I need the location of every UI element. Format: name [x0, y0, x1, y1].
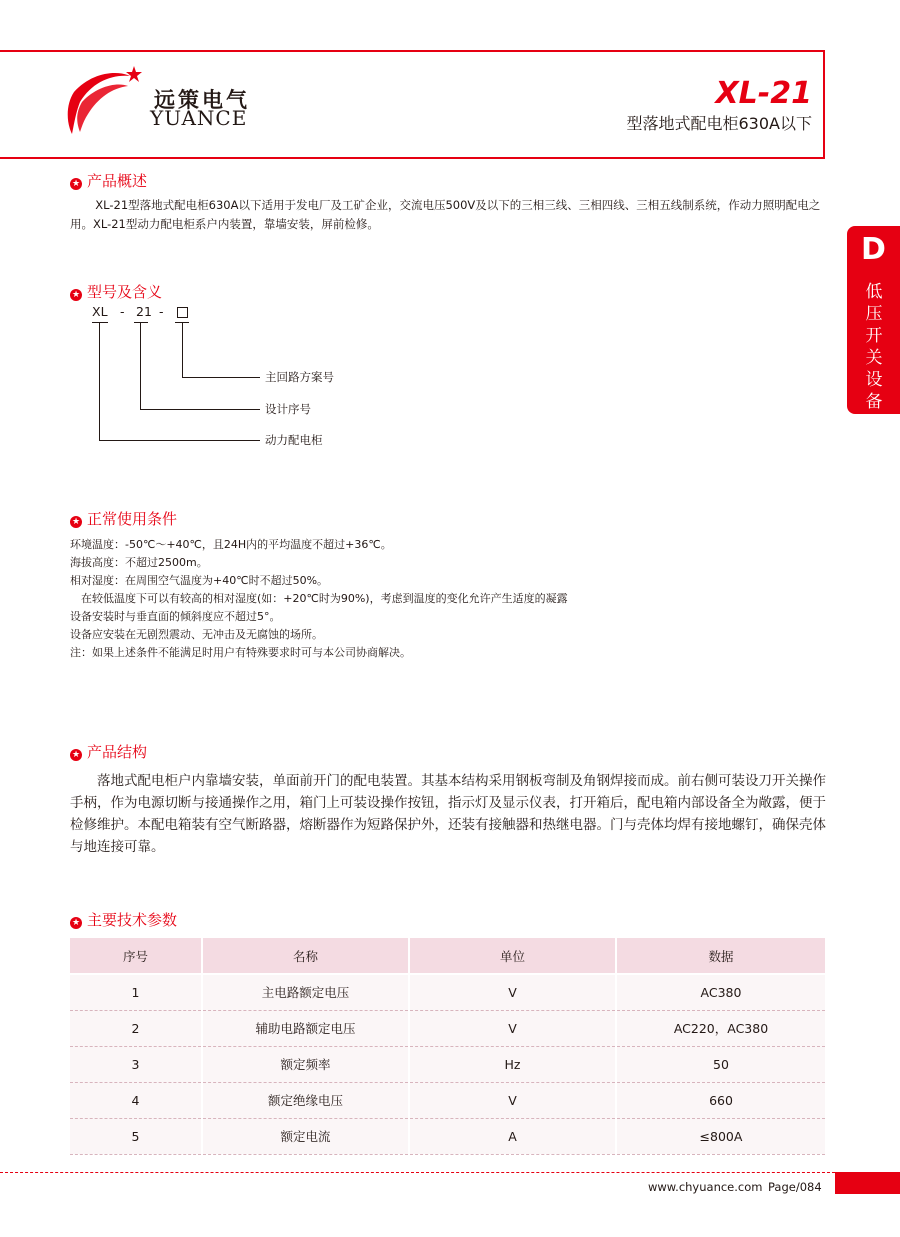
code-leader-line — [99, 440, 260, 441]
code-leader-line — [99, 322, 100, 440]
brand-name-en: YUANCE — [150, 106, 248, 130]
column-header: 单位 — [409, 938, 616, 974]
side-category-tab — [847, 226, 900, 414]
code-placeholder-box — [177, 307, 188, 318]
table-cell: 额定绝缘电压 — [202, 1082, 409, 1118]
code-leader-line — [182, 322, 183, 377]
table-cell: AC220，AC380 — [616, 1010, 825, 1046]
condition-line: 在较低温度下可以有较高的相对湿度(如：+20℃时为90%)，考虑到温度的变化允许产生适度的凝露 — [70, 592, 568, 605]
table-cell: 3 — [70, 1046, 202, 1082]
table-cell: Hz — [409, 1046, 616, 1082]
table-cell: 主电路额定电压 — [202, 974, 409, 1010]
structure-text: 落地式配电柜户内靠墙安装，单面前开门的配电装置。其基本结构采用钢板弯制及角钢焊接而成。前右侧可装设刀开关操作手柄，作为电源切断与接通操作之用，箱门上可装设操作按钮，指示灯及显示仪表，打开箱后，配电箱内部设备全为敞露，便于检修维护。本配电箱装有空气断路器，熔断器作为短路保护外，还装有接触器和热继电器。门与壳体均焊有接地螺钉，确保壳体与地连接可靠。 — [70, 773, 826, 855]
condition-line: 海拔高度：不超过2500m。 — [70, 556, 208, 569]
star-bullet-icon: ★ — [71, 918, 81, 928]
footer-url[interactable]: www.chyuance.com — [648, 1180, 763, 1194]
table-cell: 额定电流 — [202, 1118, 409, 1154]
side-tab-letter: D — [861, 232, 886, 267]
side-tab-text: 低压开关设备 — [865, 282, 883, 412]
footer-accent-bar — [835, 1172, 900, 1194]
table-cell: ≤800A — [616, 1118, 825, 1154]
code-part-design: 21 — [136, 304, 152, 319]
code-leader-line — [182, 377, 260, 378]
table-cell: V — [409, 974, 616, 1010]
table-row — [70, 1082, 825, 1118]
model-title: XL-21 — [715, 76, 812, 111]
tech-params-heading: ★ 主要技术参数 — [71, 911, 178, 929]
code-label-main-circuit: 主回路方案号 — [265, 370, 334, 384]
condition-line: 环境温度：-50℃～+40℃，且24H内的平均温度不超过+36℃。 — [70, 538, 392, 551]
table-cell: V — [409, 1010, 616, 1046]
code-underline — [92, 322, 108, 323]
code-part-dash: - — [159, 304, 164, 319]
overview-heading: ★ 产品概述 — [71, 172, 148, 190]
table-cell: 5 — [70, 1118, 202, 1154]
model-subtitle: 型落地式配电柜630A以下 — [626, 114, 812, 133]
code-leader-line — [140, 322, 141, 409]
brand-name-cn: 远策电气 — [154, 88, 250, 112]
overview-text: XL-21型落地式配电柜630A以下适用于发电厂及工矿企业，交流电压500V及以下的三相三线、三相四线、三相五线制系统，作动力照明配电之用。XL-21型动力配电柜系户内装置，靠墙安装，屏前检修。 — [70, 198, 821, 231]
model-code-diagram — [70, 302, 370, 452]
page-number: Page/084 — [768, 1180, 822, 1194]
star-bullet-icon: ★ — [71, 290, 81, 300]
table-header-row — [70, 938, 825, 974]
condition-line: 相对湿度：在周围空气温度为+40℃时不超过50%。 — [70, 574, 329, 587]
code-part-dash: - — [120, 304, 125, 319]
table-cell: 4 — [70, 1082, 202, 1118]
condition-line: 注：如果上述条件不能满足时用户有特殊要求时可与本公司协商解决。 — [70, 646, 411, 659]
code-label-design-no: 设计序号 — [265, 402, 311, 416]
condition-line: 设备安装时与垂直面的倾斜度应不超过5°。 — [70, 610, 281, 623]
table-row — [70, 1010, 825, 1046]
tech-params-table — [70, 938, 825, 1155]
table-cell: 辅助电路额定电压 — [202, 1010, 409, 1046]
table-cell: AC380 — [616, 974, 825, 1010]
brand-logo — [62, 62, 252, 142]
footer-rule — [0, 1172, 835, 1173]
table-cell: 额定频率 — [202, 1046, 409, 1082]
table-row — [70, 1118, 825, 1154]
table-row — [70, 974, 825, 1010]
table-cell: V — [409, 1082, 616, 1118]
code-part-series: XL — [92, 304, 108, 319]
star-bullet-icon: ★ — [71, 179, 81, 189]
swoosh-star-logo-icon — [62, 62, 152, 142]
table-cell: 50 — [616, 1046, 825, 1082]
column-header: 数据 — [616, 938, 825, 974]
table-cell: 1 — [70, 974, 202, 1010]
star-bullet-icon: ★ — [71, 750, 81, 760]
table-cell: 2 — [70, 1010, 202, 1046]
column-header: 序号 — [70, 938, 202, 974]
conditions-heading: ★ 正常使用条件 — [71, 510, 178, 528]
condition-line: 设备应安装在无剧烈震动、无冲击及无腐蚀的场所。 — [70, 628, 323, 641]
table-cell: A — [409, 1118, 616, 1154]
code-leader-line — [140, 409, 260, 410]
model-meaning-heading: ★ 型号及含义 — [71, 283, 163, 301]
table-row — [70, 1046, 825, 1082]
structure-heading: ★ 产品结构 — [71, 743, 148, 761]
column-header: 名称 — [202, 938, 409, 974]
star-bullet-icon: ★ — [71, 517, 81, 527]
code-label-cabinet: 动力配电柜 — [265, 433, 323, 447]
code-underline — [134, 322, 148, 323]
table-cell: 660 — [616, 1082, 825, 1118]
